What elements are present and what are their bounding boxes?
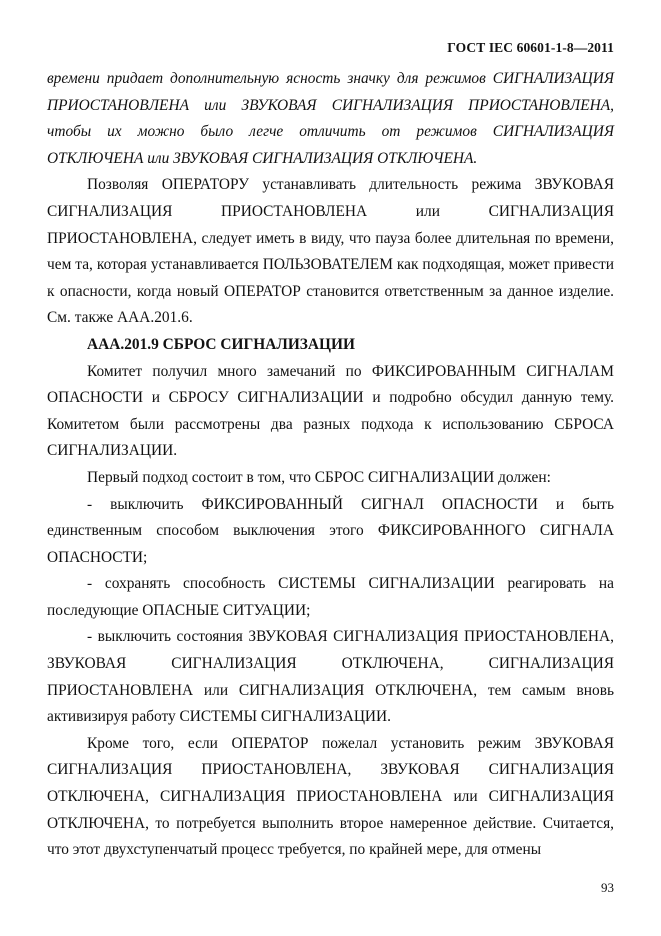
paragraph-5: Кроме того, если ОПЕРАТОР пожелал установить режим ЗВУКОВАЯ СИГНАЛИЗАЦИЯ ПРИОСТАНОВЛЕНА, ЗВУКОВАЯ СИГНАЛИЗАЦИЯ ОТКЛЮЧЕНА, СИГНАЛИЗАЦИЯ ПРИОСТАНОВЛЕНА или СИГНАЛИЗАЦИЯ ОТКЛЮЧЕНА, то потребуется выполнить второе намеренное действие. Считается, что этот двухступенчатый процесс требуется, по крайней мере, для отмены	[47, 734, 614, 859]
page-number: 93	[601, 880, 614, 895]
list-item-2: - сохранять способность СИСТЕМЫ СИГНАЛИЗАЦИИ реагировать на последующие ОПАСНЫЕ СИТУАЦИИ;	[47, 575, 614, 619]
document-header: ГОСТ IEC 60601-1-8—2011	[447, 40, 614, 55]
paragraph-2: Позволяя ОПЕРАТОРУ устанавливать длительность режима ЗВУКОВАЯ СИГНАЛИЗАЦИЯ ПРИОСТАНОВЛЕНА или СИГНАЛИЗАЦИЯ ПРИОСТАНОВЛЕНА, следует иметь в виду, что пауза более длительная по времени, чем та, которая устанавливается ПОЛЬЗОВАТЕЛЕМ как подходящая, может привести к опасности, когда новый ОПЕРАТОР становится ответственным за данное изделие. См. также AAA.201.6.	[47, 176, 614, 327]
section-heading: AAA.201.9 СБРОС СИГНАЛИЗАЦИИ	[87, 335, 355, 353]
list-item-1: - выключить ФИКСИРОВАННЫЙ СИГНАЛ ОПАСНОСТИ и быть единственным способом выключения этого ФИКСИРОВАННОГО СИГНАЛА ОПАСНОСТИ;	[47, 495, 614, 566]
paragraph-3: Комитет получил много замечаний по ФИКСИРОВАННЫМ СИГНАЛАМ ОПАСНОСТИ и СБРОСУ СИГНАЛИЗАЦИИ и подробно обсудил данную тему. Комитетом были рассмотрены два разных подхода к использованию СБРОСА СИГНАЛИЗАЦИИ.	[47, 362, 614, 460]
paragraph-1: времени придает дополнительную ясность значку для режимов СИГНАЛИЗАЦИЯ ПРИОСТАНОВЛЕНА или ЗВУКОВАЯ СИГНАЛИЗАЦИЯ ПРИОСТАНОВЛЕНА, чтобы их можно было легче отличить от режимов СИГНАЛИЗАЦИЯ ОТКЛЮЧЕНА или ЗВУКОВАЯ СИГНАЛИЗАЦИЯ ОТКЛЮЧЕНА.	[47, 70, 614, 167]
paragraph-4: Первый подход состоит в том, что СБРОС СИГНАЛИЗАЦИИ должен:	[87, 468, 551, 486]
list-item-3: - выключить состояния ЗВУКОВАЯ СИГНАЛИЗАЦИЯ ПРИОСТАНОВЛЕНА, ЗВУКОВАЯ СИГНАЛИЗАЦИЯ ОТКЛЮЧЕНА, СИГНАЛИЗАЦИЯ ПРИОСТАНОВЛЕНА или СИГНАЛИЗАЦИЯ ОТКЛЮЧЕНА, тем самым вновь активизируя работу СИСТЕМЫ СИГНАЛИЗАЦИИ.	[47, 628, 614, 726]
document-body	[47, 66, 614, 864]
